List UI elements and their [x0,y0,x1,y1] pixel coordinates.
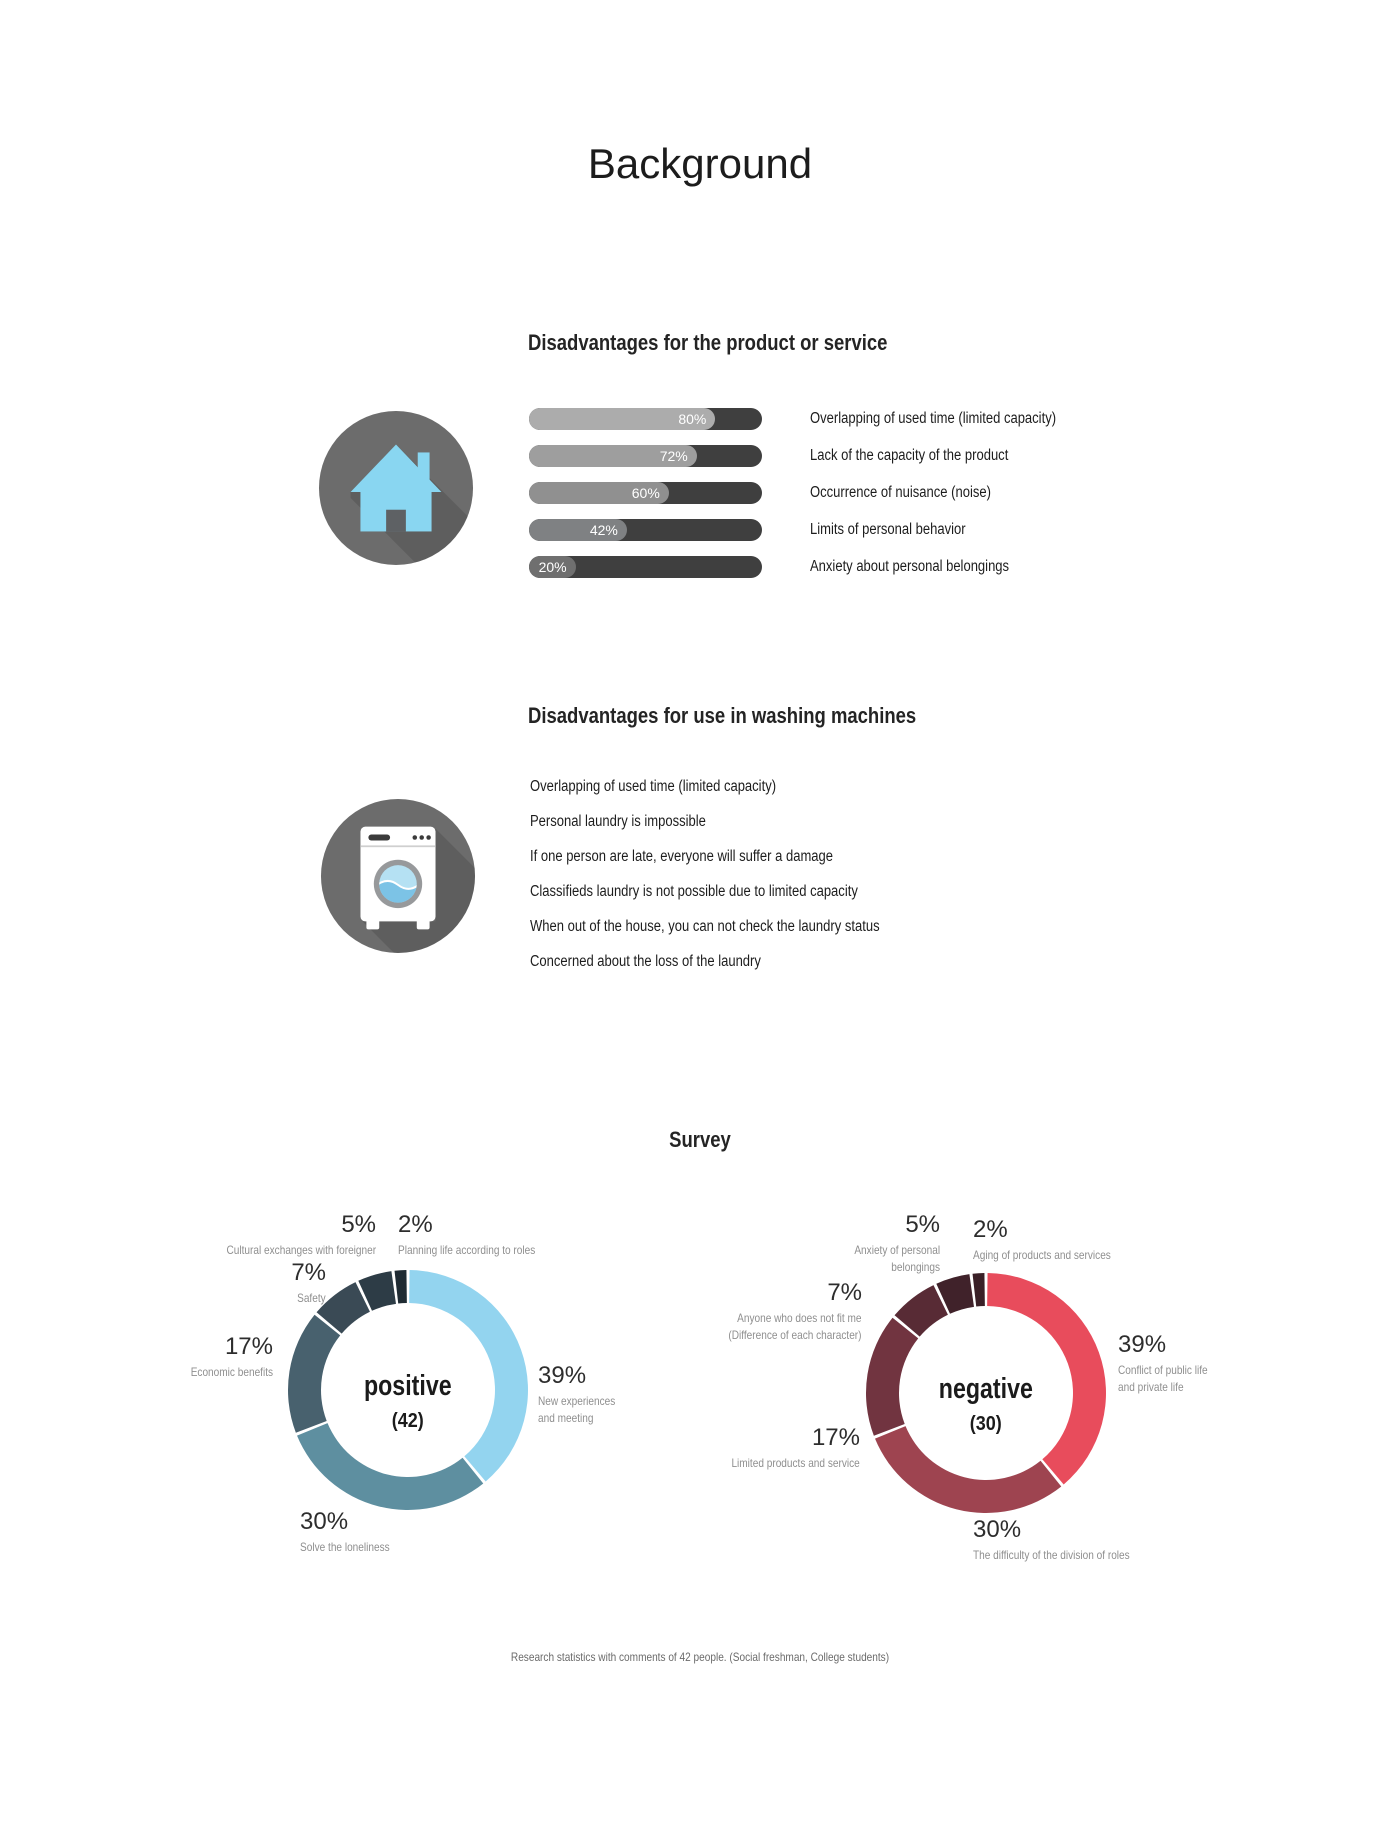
donut-slice [297,1423,483,1510]
bar-category-label: Lack of the capacity of the product [810,447,1009,464]
list-item-text: If one person are late, everyone will suffer a damage [530,847,834,865]
donut-callout-label: Planning life according to roles [398,1243,536,1258]
home-icon-svg [317,409,475,567]
donut-callout-label: Solve the loneliness [300,1540,390,1555]
donut-callout-percent: 7% [291,1259,326,1286]
list-item-text: Concerned about the loss of the laundry [530,952,761,970]
negative-donut-title: negative [938,1372,1034,1405]
bar-track [529,408,762,430]
washer-dot [413,835,418,840]
bar-category-label: Occurrence of nuisance (noise) [810,484,991,501]
section1-heading: Disadvantages for the product or service [528,330,888,355]
donut-callout [538,1363,630,1426]
bar-value-label: 80% [678,411,707,427]
washer-dot [426,835,431,840]
bar-row [529,482,1103,504]
bar-chart [529,408,1103,593]
bar-value-label: 72% [659,448,688,464]
page-title: Background [587,140,813,187]
list-item-text: Personal laundry is impossible [530,812,706,830]
bar-category-label: Anxiety about personal belongings [810,558,1010,575]
list-item [530,944,946,979]
bar-fill [529,482,669,504]
donut-callout-percent: 5% [341,1211,376,1238]
donut-callout [300,1509,407,1556]
donut-callout-percent: 30% [300,1508,349,1535]
washer-panel-divider [361,845,435,847]
donut-callout-label: Safety [297,1291,326,1306]
donut-callout [398,1212,561,1259]
washing-machine-icon [319,797,477,955]
bar-value-label: 20% [538,559,567,575]
bar-row [529,408,1103,430]
bar-track [529,482,762,504]
negative-donut-chart [856,1263,1116,1523]
bar-category-label: Limits of personal behavior [810,521,966,538]
washer-dot [419,835,424,840]
negative-donut-count: (30) [969,1412,1003,1435]
list-item-text: When out of the house, you can not check the laundry status [530,917,880,935]
bar-fill [529,556,576,578]
donut-callout-label: Anyone who does not fit me (Difference of each character) [728,1311,862,1342]
donut-callout [198,1212,376,1259]
bar-value-label: 42% [589,522,618,538]
list-item [530,839,946,874]
footer-note: Research statistics with comments of 42 people. (Social freshman, College students) [510,1650,890,1664]
bar-track [529,519,762,541]
list-item [530,909,946,944]
donut-callout-percent: 2% [398,1211,433,1238]
section2-heading: Disadvantages for use in washing machines [528,703,917,728]
donut-slice [395,1270,407,1304]
donut-callout-percent: 7% [827,1279,862,1306]
list-item [530,769,946,804]
donut-callout [973,1217,1137,1264]
donut-callout-percent: 39% [538,1362,587,1389]
donut-callout-percent: 2% [973,1216,1008,1243]
bar-track [529,445,762,467]
survey-heading: Survey [669,1127,731,1152]
washing-machine-icon-svg [319,797,477,955]
positive-donut-count: (42) [391,1409,425,1432]
positive-donut-title: positive [364,1369,452,1402]
list-item [530,804,946,839]
washer-shape [360,827,435,930]
donut-callout-label: New experiences and meeting [538,1394,616,1425]
house-door [386,510,406,532]
list-item-text: Classifieds laundry is not possible due to limited capacity [530,882,858,900]
donut-callout [175,1334,273,1381]
donut-callout-label: Anxiety of personal belongings [854,1243,940,1274]
washing-disadvantage-list [530,769,946,979]
bar-fill [529,519,627,541]
donut-slice [987,1273,1106,1484]
donut-callout-percent: 39% [1118,1331,1167,1358]
donut-callout [707,1425,860,1472]
donut-slice [866,1318,918,1436]
donut-callout-label: Limited products and service [731,1456,860,1471]
bar-fill [529,408,715,430]
bar-track [529,556,762,578]
donut-callout [1118,1332,1225,1395]
donut-callout-percent: 17% [224,1333,273,1360]
bar-value-label: 60% [631,485,660,501]
donut-slice [409,1270,528,1481]
donut-callout-label: Cultural exchanges with foreigner [226,1243,376,1258]
donut-slice [288,1315,340,1433]
washer-slot [368,835,390,841]
list-item [530,874,946,909]
donut-slice [973,1273,985,1307]
bar-row [529,519,1103,541]
donut-callout [291,1260,326,1307]
donut-callout [973,1517,1160,1564]
donut-callout-label: Aging of products and services [973,1248,1111,1263]
bar-row [529,445,1103,467]
bar-fill [529,445,697,467]
donut-callout-percent: 17% [811,1424,860,1451]
donut-callout-percent: 30% [973,1516,1022,1543]
donut-callout-percent: 5% [905,1211,940,1238]
bar-category-label: Overlapping of used time (limited capacity) [810,410,1057,427]
list-item-text: Overlapping of used time (limited capacity) [530,777,777,795]
donut-callout [838,1212,940,1275]
donut-callout-label: The difficulty of the division of roles [973,1548,1130,1563]
donut-callout-label: Conflict of public life and private life [1118,1363,1208,1394]
donut-slice [875,1426,1061,1513]
home-icon [317,409,475,567]
donut-callout-label: Economic benefits [190,1365,273,1380]
bar-row [529,556,1103,578]
donut-callout [703,1280,862,1343]
